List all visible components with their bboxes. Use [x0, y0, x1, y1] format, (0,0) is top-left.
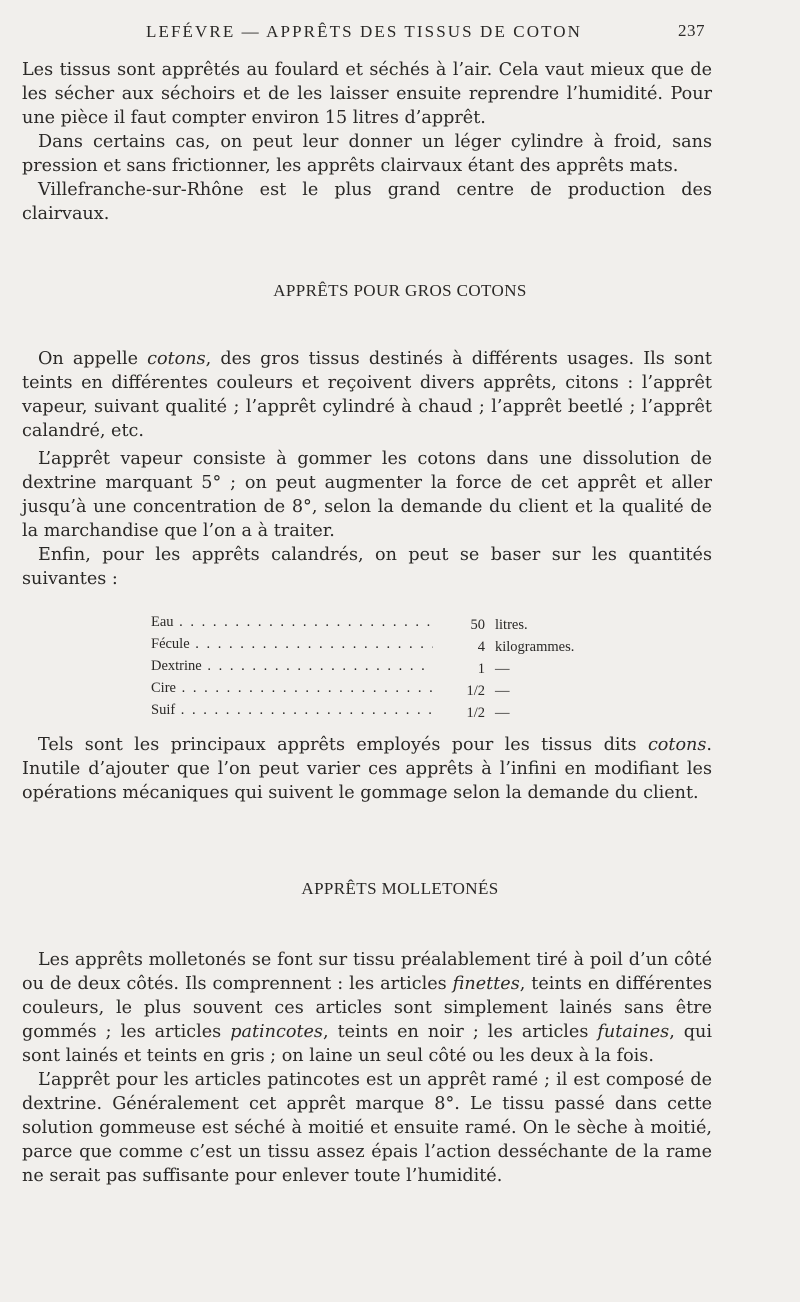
text-run: On appelle: [38, 349, 148, 369]
section1-paragraph-4: [22, 733, 712, 805]
italic-term: cotons: [647, 735, 707, 755]
italic-term: patincotes: [230, 1022, 323, 1042]
intro-block: [22, 58, 712, 226]
text-run: , des gros tissus destinés à différents usages. Ils sont teints en différentes couleurs et reçoivent divers apprêts, citons : l’apprêt vapeur, suivant qualité ; l’apprêt cylindré à chaud ; l’apprêt beetlé ; l’apprêt calandré, etc.: [22, 349, 712, 441]
recipe-row: [151, 636, 574, 658]
recipe-unit: litres.: [495, 616, 528, 633]
recipe-qty: 1: [477, 660, 485, 677]
section1-paragraph-1: [22, 347, 712, 443]
recipe-item: Cire . . .: [151, 680, 433, 697]
page-number: 237: [678, 21, 705, 40]
section2-paragraph-1: [22, 948, 712, 1068]
page-header: [0, 16, 800, 44]
section1-block-b: [22, 447, 712, 591]
recipe-row: [151, 680, 574, 702]
italic-term: cotons: [147, 349, 206, 369]
recipe-row: [151, 614, 574, 636]
recipe-qty: 4: [477, 638, 485, 655]
section2-paragraph-2: L’apprêt pour les articles patincotes est un apprêt ramé ; il est composé de dextrine. Généralement cet apprêt marque 8°. Le tissu passé dans cette solution gommeuse est séché à moitié et ensuite ramé. On le sèche à moitié, parce que comme c’est un tissu assez épais l’action desséchante de la rame ne serait pas suffisante pour enlever toute l’humidité.: [22, 1070, 712, 1186]
section1-block-c: [22, 733, 712, 805]
intro-paragraph-1: Les tissus sont apprêtés au foulard et séchés à l’air. Cela vaut mieux que de les sécher aux séchoirs et de les laisser ensuite reprendre l’humidité. Pour une pièce il faut compter environ 15 litres d’apprêt.: [22, 60, 712, 128]
recipe-row: [151, 658, 574, 680]
intro-paragraph-3: Villefranche-sur-Rhône est le plus grand centre de production des clairvaux.: [22, 180, 712, 224]
recipe-qty: 50: [470, 616, 485, 633]
recipe-table: [151, 614, 574, 724]
recipe-qty: 1/2: [466, 682, 485, 699]
text-run: Les apprêts molletonés se font sur tissu préalablement tiré à poil d’un côté ou de deux côtés. Ils comprennent : les articles: [22, 950, 712, 994]
text-run: , teints en noir ; les articles: [322, 1022, 598, 1042]
section-heading-gros-cotons: APPRÊTS POUR GROS COTONS: [273, 281, 527, 300]
recipe-unit: —: [495, 660, 510, 677]
section2-block: [22, 948, 712, 1188]
recipe-item: Suif . . .: [151, 702, 433, 719]
text-run: , teints en différentes couleurs, le plus souvent ces articles sont simplement lainés sans être gommés ; les articles: [22, 974, 713, 1042]
recipe-qty: 1/2: [466, 704, 485, 721]
recipe-row: [151, 702, 574, 724]
section1-block-a: [22, 347, 712, 443]
intro-paragraph-2: Dans certains cas, on peut leur donner un léger cylindre à froid, sans pression et sans frictionner, les apprêts clairvaux étant des apprêts mats.: [22, 132, 712, 176]
running-title: LEFÉVRE — APPRÊTS DES TISSUS DE COTON: [146, 22, 583, 41]
section1-paragraph-2: L’apprêt vapeur consiste à gommer les cotons dans une dissolution de dextrine marquant 5° ; on peut augmenter la force de cet apprêt et aller jusqu’à une concentration de 8°, selon la demande du client et la qualité de la marchandise que l’on a à traiter.: [22, 449, 712, 541]
section1-paragraph-3: Enfin, pour les apprêts calandrés, on peut se baser sur les quantités suivantes :: [22, 545, 712, 589]
text-run: . Inutile d’ajouter que l’on peut varier ces apprêts à l’infini en modifiant les opérations mécaniques qui suivent le gommage selon la demande du client.: [22, 735, 712, 803]
recipe-item: Eau . . .: [151, 614, 433, 631]
section-heading-molletones: APPRÊTS MOLLETONÉS: [301, 879, 499, 898]
text-run: Tels sont les principaux apprêts employés pour les tissus dits: [38, 735, 648, 755]
recipe-item: Dextrine . . .: [151, 658, 433, 675]
italic-term: futaines: [597, 1022, 670, 1042]
recipe-unit: kilogrammes.: [495, 638, 575, 655]
italic-term: finettes: [452, 974, 520, 994]
text-run: , qui sont lainés et teints en gris ; on laine un seul côté ou les deux à la fois.: [22, 1022, 713, 1066]
recipe-item: Fécule . . .: [151, 636, 433, 653]
recipe-unit: —: [495, 682, 510, 699]
recipe-unit: —: [495, 704, 510, 721]
